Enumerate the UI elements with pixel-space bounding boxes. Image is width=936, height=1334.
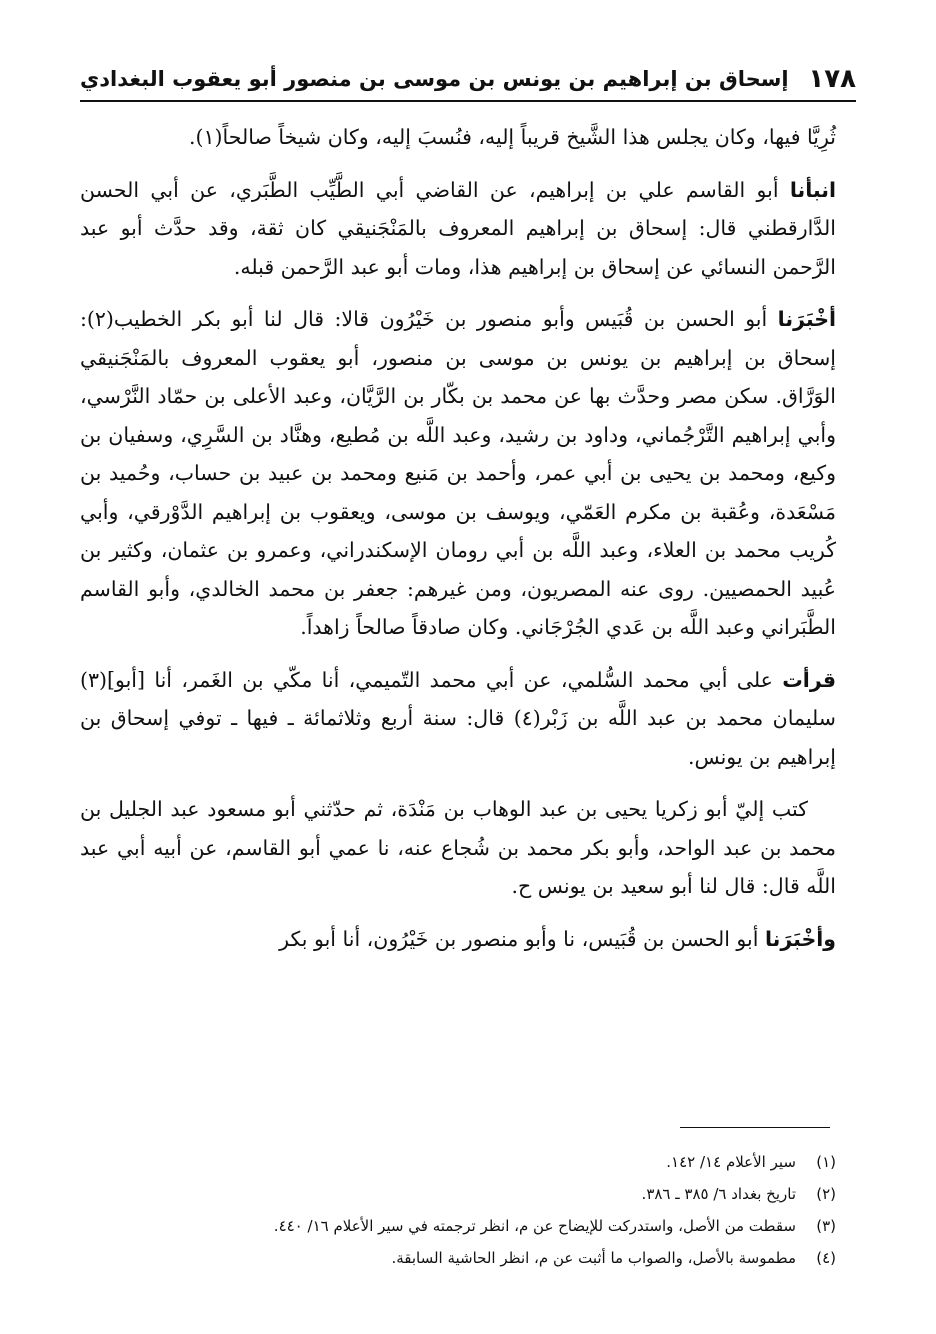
footnotes xyxy=(80,1146,836,1274)
paragraph-6-text: أبو الحسن بن قُبَيس، نا وأبو منصور بن خَيْرُون، أنا أبو بكر xyxy=(279,926,765,951)
paragraph-1-text: ثُرِيَّا فيها، وكان يجلس هذا الشَّيخ قريباً إليه، فنُسبَ إليه، وكان شيخاً صالحاً(١). xyxy=(188,125,836,149)
page-header xyxy=(80,58,856,102)
page-number: ١٧٨ xyxy=(808,64,856,94)
paragraph-2-text: أبو القاسم علي بن إبراهيم، عن القاضي أبي الطَّيِّب الطَّبَري، عن أبي الحسن الدَّارقطني قال: إسحاق بن إبراهيم المعروف بالمَنْجَنيقي كان ثقة، وقد حدَّث أبو عبد الرَّحمن النسائي عن إسحاق بن إبراهيم هذا، ومات أبو عبد الرَّحمن قبله. xyxy=(80,177,836,279)
paragraph-6-lead: وأخْبَرَنا xyxy=(764,926,836,951)
footnote-3-number: (٣) xyxy=(816,1217,836,1235)
main-text xyxy=(80,118,836,972)
paragraph-5 xyxy=(80,790,836,906)
paragraph-1 xyxy=(80,118,836,157)
footnote-2-text: تاريخ بغداد ٦/ ٣٨٥ ـ ٣٨٦. xyxy=(641,1185,796,1203)
paragraph-3 xyxy=(80,300,836,647)
paragraph-3-lead: أخْبَرَنا xyxy=(777,307,836,331)
paragraph-2 xyxy=(80,171,836,287)
footnote-4-number: (٤) xyxy=(816,1249,836,1267)
footnote-separator xyxy=(680,1127,830,1128)
running-title: إسحاق بن إبراهيم بن يونس بن موسى بن منصور أبو يعقوب البغدادي xyxy=(80,67,789,91)
footnote-2 xyxy=(80,1178,836,1210)
footnote-4 xyxy=(80,1242,836,1274)
footnote-1-text: سير الأعلام ١٤/ ١٤٢. xyxy=(666,1153,796,1171)
paragraph-6 xyxy=(80,920,836,959)
paragraph-3-text: أبو الحسن بن قُبَيس وأبو منصور بن خَيْرُون قالا: قال لنا أبو بكر الخطيب(٢): إسحاق بن إبراهيم بن يونس بن موسى بن منصور، أبو يعقوب المعروف بالمَنْجَنيقي الوَرَّاق. سكن مصر وحدَّث بها عن محمد بن بكّار بن الرَّيَّان، وعبد الأعلى بن حمّاد النَّرْسي، وأبي إبراهيم التَّرْجُماني، وداود بن رشيد، وعبد اللَّه بن مُطيع، وهنَّاد بن السَّرِي، وسفيان بن وكيع، ومحمد بن يحيى بن أبي عمر، وأحمد بن مَنيع ومحمد بن عبيد بن حساب، وحُميد بن مَسْعَدة، وعُقبة بن مكرم العَمّي، ويوسف بن موسى، ويعقوب بن إبراهيم الدَّوْرقي، وأبي كُريب محمد بن العلاء، وعبد اللَّه بن أبي رومان الإسكندراني، وعمرو بن عثمان، وكثير بن عُبيد الحمصيين. روى عنه المصريون، ومن غيرهم: جعفر بن محمد الخالدي، وأبو القاسم الطَّبَراني وعبد اللَّه بن عَدي الجُرْجَاني. وكان صادقاً صالحاً زاهداً. xyxy=(80,307,836,639)
footnote-4-text: مطموسة بالأصل، والصواب ما أثبت عن م، انظر الحاشية السابقة. xyxy=(391,1249,796,1267)
paragraph-4 xyxy=(80,661,836,777)
paragraph-4-lead: قرأت xyxy=(782,667,836,692)
footnote-3 xyxy=(80,1210,836,1242)
footnote-2-number: (٢) xyxy=(816,1185,836,1203)
paragraph-4-text: على أبي محمد السُّلمي، عن أبي محمد التّميمي، أنا مكّي بن الغَمر، أنا [أبو](٣) سليمان محمد بن عبد اللَّه بن زَبْر(٤) قال: سنة أربع وثلاثمائة ـ فيها ـ توفي إسحاق بن إبراهيم بن يونس. xyxy=(80,667,836,769)
footnote-1 xyxy=(80,1146,836,1178)
footnote-1-number: (١) xyxy=(816,1153,836,1171)
paragraph-2-lead: انبأنا xyxy=(789,177,836,202)
footnote-3-text: سقطت من الأصل، واستدركت للإيضاح عن م، انظر ترجمته في سير الأعلام ١٦/ ٤٤٠. xyxy=(273,1217,796,1235)
paragraph-5-text: كتب إليّ أبو زكريا يحيى بن عبد الوهاب بن مَنْدَة، ثم حدّثني أبو مسعود عبد الجليل بن محمد بن عبد الواحد، وأبو بكر محمد بن شُجاع عنه، نا عمي أبو القاسم، عن أبيه أبي عبد اللَّه قال: قال لنا أبو سعيد بن يونس ح. xyxy=(80,797,836,898)
